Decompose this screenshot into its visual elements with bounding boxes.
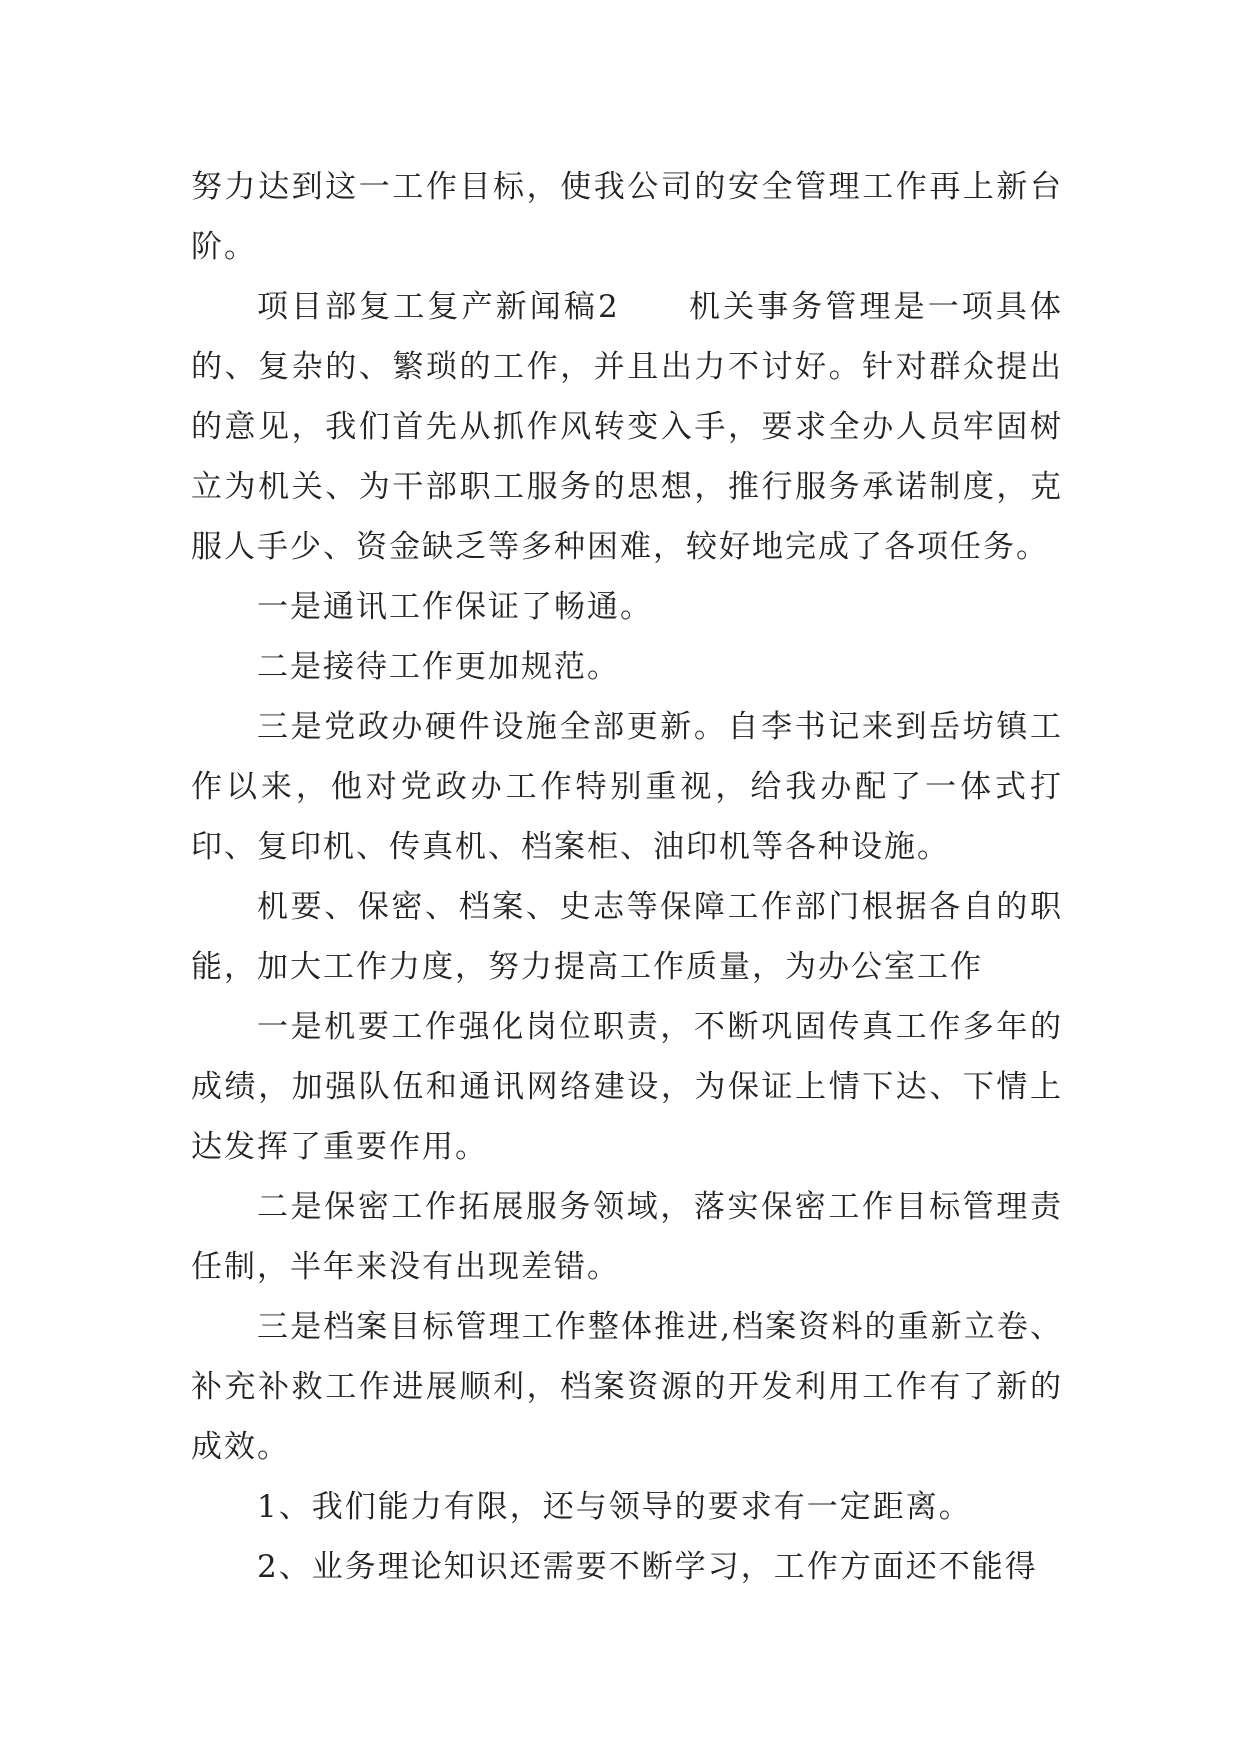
paragraph-10: 1、我们能力有限，还与领导的要求有一定距离。 <box>257 1489 972 1525</box>
paragraph-2: 项目部复工复产新闻稿2 机关事务管理是一项具体的、复杂的、繁琐的工作，并且出力不讨好。针对群众提出的意见，我们首先从抓作风转变入手，要求全办人员牢固树立为机关、为干部职工服务的思想，推行服务承诺制度，克服人手少、资金缺乏等多种困难，较好地完成了各项任务。 <box>191 289 1063 565</box>
paragraph-4: 二是接待工作更加规范。 <box>257 649 620 685</box>
paragraph-6: 机要、保密、档案、史志等保障工作部门根据各自的职能，加大工作力度，努力提高工作质量，为办公室工作 <box>191 889 1063 985</box>
paragraph-1: 努力达到这一工作目标，使我公司的安全管理工作再上新台阶。 <box>191 169 1063 265</box>
paragraph-5: 三是党政办硬件设施全部更新。自李书记来到岳坊镇工作以来，他对党政办工作特别重视，给我办配了一体式打印、复印机、传真机、档案柜、油印机等各种设施。 <box>191 709 1063 865</box>
paragraph-8: 二是保密工作拓展服务领域，落实保密工作目标管理责任制，半年来没有出现差错。 <box>191 1189 1063 1285</box>
document-body <box>191 157 1063 1597</box>
paragraph-9: 三是档案目标管理工作整体推进,档案资料的重新立卷、补充补救工作进展顺利，档案资源的开发利用工作有了新的成效。 <box>191 1309 1063 1465</box>
paragraph-7: 一是机要工作强化岗位职责，不断巩固传真工作多年的成绩，加强队伍和通讯网络建设，为保证上情下达、下情上达发挥了重要作用。 <box>191 1009 1063 1165</box>
paragraph-11: 2、业务理论知识还需要不断学习，工作方面还不能得 <box>257 1549 1038 1585</box>
paragraph-3: 一是通讯工作保证了畅通。 <box>257 589 653 625</box>
